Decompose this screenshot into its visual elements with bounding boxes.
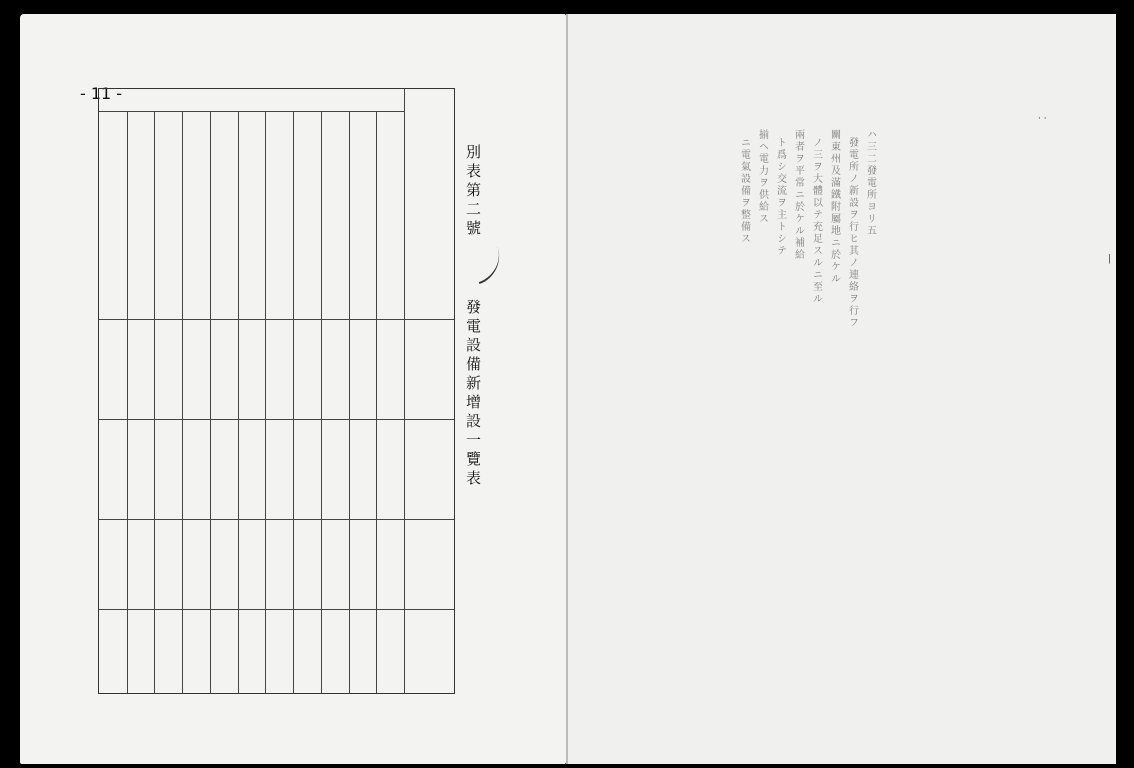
right-page-column: 發電所ノ新設ヲ行ヒ其ノ連絡ヲ行フ [846,137,858,329]
left-page [20,14,566,764]
right-page-column: 揃ヘ電力ヲ供給ス [756,129,768,225]
page-number: - 11 - [80,84,123,103]
column-divider [238,111,239,693]
column-divider [265,111,266,693]
scan-speck: · · [1038,114,1047,124]
table-title-right: 發電設備新增設一覽表 [464,299,482,489]
band-divider [99,419,454,420]
right-page-column: 關東州及滿鐵附屬地ニ於ケル [828,129,840,285]
right-page-column: 兩者ヲ平常ニ於ケル補給 [792,129,804,261]
right-page-column: ノ三ヲ大體以テ充足スルニ至ル [810,137,822,305]
right-page-column: ト爲シ交流ヲ主トシテ [774,137,786,257]
table-title-left: 別表第二號 [464,144,482,239]
column-divider [154,111,155,693]
check-mark-icon [468,244,507,284]
equipment-table [98,88,455,694]
band-divider [99,319,454,320]
column-divider [210,111,211,693]
column-divider [349,111,350,693]
region-divider [99,111,404,112]
band-divider [99,519,454,520]
column-divider [376,111,377,693]
column-divider [127,111,128,693]
column-divider [321,111,322,693]
right-page-column: ニ電氣設備ヲ整備ス [738,137,750,245]
right-page-column: ハ三二發電所ヨリ五 [864,129,876,237]
header-divider [404,89,405,693]
column-divider [182,111,183,693]
right-page [566,14,1116,764]
band-divider [99,609,454,610]
scan-speck: | [1108,254,1112,264]
column-divider [293,111,294,693]
